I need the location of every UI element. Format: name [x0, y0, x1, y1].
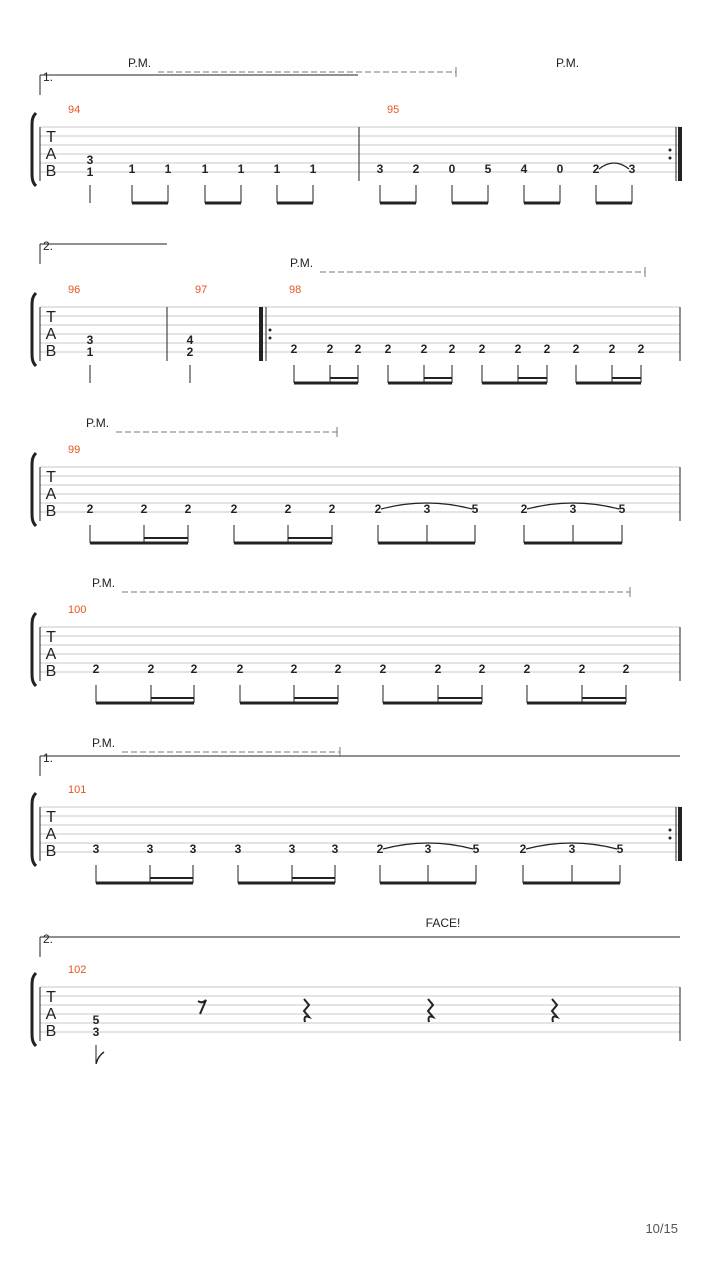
system-bracket [32, 973, 36, 1046]
repeat-dot [669, 829, 672, 832]
fret-number: 2 [384, 342, 392, 356]
fret-number: 0 [448, 162, 456, 176]
fret-number: 2 [592, 162, 600, 176]
fret-number: 5 [471, 502, 479, 516]
fret-number: 5 [618, 502, 626, 516]
fret-number: 3 [568, 842, 576, 856]
system-bracket [32, 293, 36, 366]
volta-number: 1. [43, 70, 54, 84]
palm-mute-label: P.M. [556, 56, 580, 70]
page-number: 10/15 [645, 1221, 678, 1236]
tab-clef-a: A [45, 146, 57, 163]
tab-clef-a: A [45, 486, 57, 503]
fret-number: 2 [478, 662, 486, 676]
fret-number: 3 [288, 842, 296, 856]
system-bracket [32, 613, 36, 686]
fret-number: 2 [434, 662, 442, 676]
tab-clef-b: B [45, 663, 57, 680]
tab-clef-t: T [46, 129, 56, 146]
fret-number: 2 [374, 502, 382, 516]
tab-clef-a: A [45, 1006, 57, 1023]
fret-number: 3 [189, 842, 197, 856]
fret-number: 2 [637, 342, 645, 356]
fret-number: 3 [234, 842, 242, 856]
fret-number: 1 [86, 345, 94, 359]
fret-number: 5 [616, 842, 624, 856]
repeat-dot [669, 149, 672, 152]
fret-number: 1 [86, 165, 94, 179]
volta-number: 2. [43, 932, 54, 946]
fret-number: 5 [472, 842, 480, 856]
tab-clef-b: B [45, 843, 57, 860]
fret-number: 2 [478, 342, 486, 356]
tie-arc [599, 163, 629, 169]
fret-number: 2 [326, 342, 334, 356]
tab-clef-t: T [46, 309, 56, 326]
measure-number: 96 [68, 284, 81, 296]
fret-number: 2 [284, 502, 292, 516]
tab-clef-b: B [45, 503, 57, 520]
tab-clef-a: A [45, 646, 57, 663]
fret-number: 2 [186, 345, 194, 359]
system-bracket [32, 453, 36, 526]
fret-number: 3 [569, 502, 577, 516]
measure-number: 102 [68, 964, 87, 976]
fret-number: 3 [146, 842, 154, 856]
measure-number: 101 [68, 784, 87, 796]
fret-number: 2 [140, 502, 148, 516]
repeat-dot [669, 837, 672, 840]
repeat-dot [669, 157, 672, 160]
system-bracket [32, 793, 36, 866]
measure-number: 98 [289, 284, 302, 296]
quarter-rest [304, 999, 309, 1022]
fret-number: 0 [556, 162, 564, 176]
tab-clef-t: T [46, 989, 56, 1006]
fret-number: 2 [379, 662, 387, 676]
tab-clef-a: A [45, 826, 57, 843]
tab-clef-a: A [45, 326, 57, 343]
quarter-rest [428, 999, 433, 1022]
palm-mute-label: P.M. [128, 56, 152, 70]
fret-number: 1 [201, 162, 209, 176]
palm-mute-label: P.M. [92, 576, 116, 590]
fret-number: 2 [572, 342, 580, 356]
eighth-rest [198, 1000, 206, 1014]
fret-number: 3 [86, 333, 94, 347]
fret-number: 3 [424, 842, 432, 856]
quarter-rest [552, 999, 557, 1022]
fret-number: 3 [92, 842, 100, 856]
fret-number: 2 [354, 342, 362, 356]
tab-clef-b: B [45, 163, 57, 180]
measure-number: 94 [68, 104, 81, 116]
tab-clef-b: B [45, 1023, 57, 1040]
fret-number: 2 [328, 502, 336, 516]
fret-number: 2 [608, 342, 616, 356]
measure-number: 100 [68, 604, 87, 616]
fret-number: 3 [376, 162, 384, 176]
fret-number: 2 [543, 342, 551, 356]
fret-number: 2 [230, 502, 238, 516]
fret-number: 2 [290, 662, 298, 676]
fret-number: 4 [520, 162, 528, 176]
tab-clef-t: T [46, 469, 56, 486]
fret-number: 2 [622, 662, 630, 676]
tab-clef-t: T [46, 629, 56, 646]
fret-number: 2 [514, 342, 522, 356]
fret-number: 2 [92, 662, 100, 676]
fret-number: 2 [520, 502, 528, 516]
palm-mute-label: P.M. [92, 736, 116, 750]
fret-number: 2 [290, 342, 298, 356]
fret-number: 2 [420, 342, 428, 356]
fret-number: 2 [334, 662, 342, 676]
tab-clef-b: B [45, 343, 57, 360]
repeat-dot [269, 337, 272, 340]
fret-number: 1 [164, 162, 172, 176]
fret-number: 3 [423, 502, 431, 516]
fret-number: 5 [484, 162, 492, 176]
fret-number: 1 [309, 162, 317, 176]
fret-number: 2 [86, 502, 94, 516]
palm-mute-label: P.M. [86, 416, 110, 430]
fret-number: 5 [92, 1013, 100, 1027]
palm-mute-label: P.M. [290, 256, 314, 270]
volta-number: 1. [43, 751, 54, 765]
note-flag [96, 1052, 104, 1064]
fret-number: 1 [237, 162, 245, 176]
fret-number: 2 [376, 842, 384, 856]
fret-number: 3 [628, 162, 636, 176]
text-marking: FACE! [425, 916, 461, 930]
fret-number: 2 [147, 662, 155, 676]
measure-number: 99 [68, 444, 81, 456]
measure-number: 95 [387, 104, 400, 116]
repeat-dot [269, 329, 272, 332]
fret-number: 1 [128, 162, 136, 176]
fret-number: 2 [184, 502, 192, 516]
fret-number: 2 [412, 162, 420, 176]
fret-number: 3 [92, 1025, 100, 1039]
fret-number: 2 [190, 662, 198, 676]
fret-number: 1 [273, 162, 281, 176]
fret-number: 2 [236, 662, 244, 676]
measure-number: 97 [195, 284, 208, 296]
fret-number: 2 [578, 662, 586, 676]
fret-number: 3 [86, 153, 94, 167]
fret-number: 2 [523, 662, 531, 676]
fret-number: 3 [331, 842, 339, 856]
fret-number: 2 [448, 342, 456, 356]
volta-number: 2. [43, 239, 54, 253]
fret-number: 4 [186, 333, 194, 347]
fret-number: 2 [519, 842, 527, 856]
system-bracket [32, 113, 36, 186]
tab-clef-t: T [46, 809, 56, 826]
